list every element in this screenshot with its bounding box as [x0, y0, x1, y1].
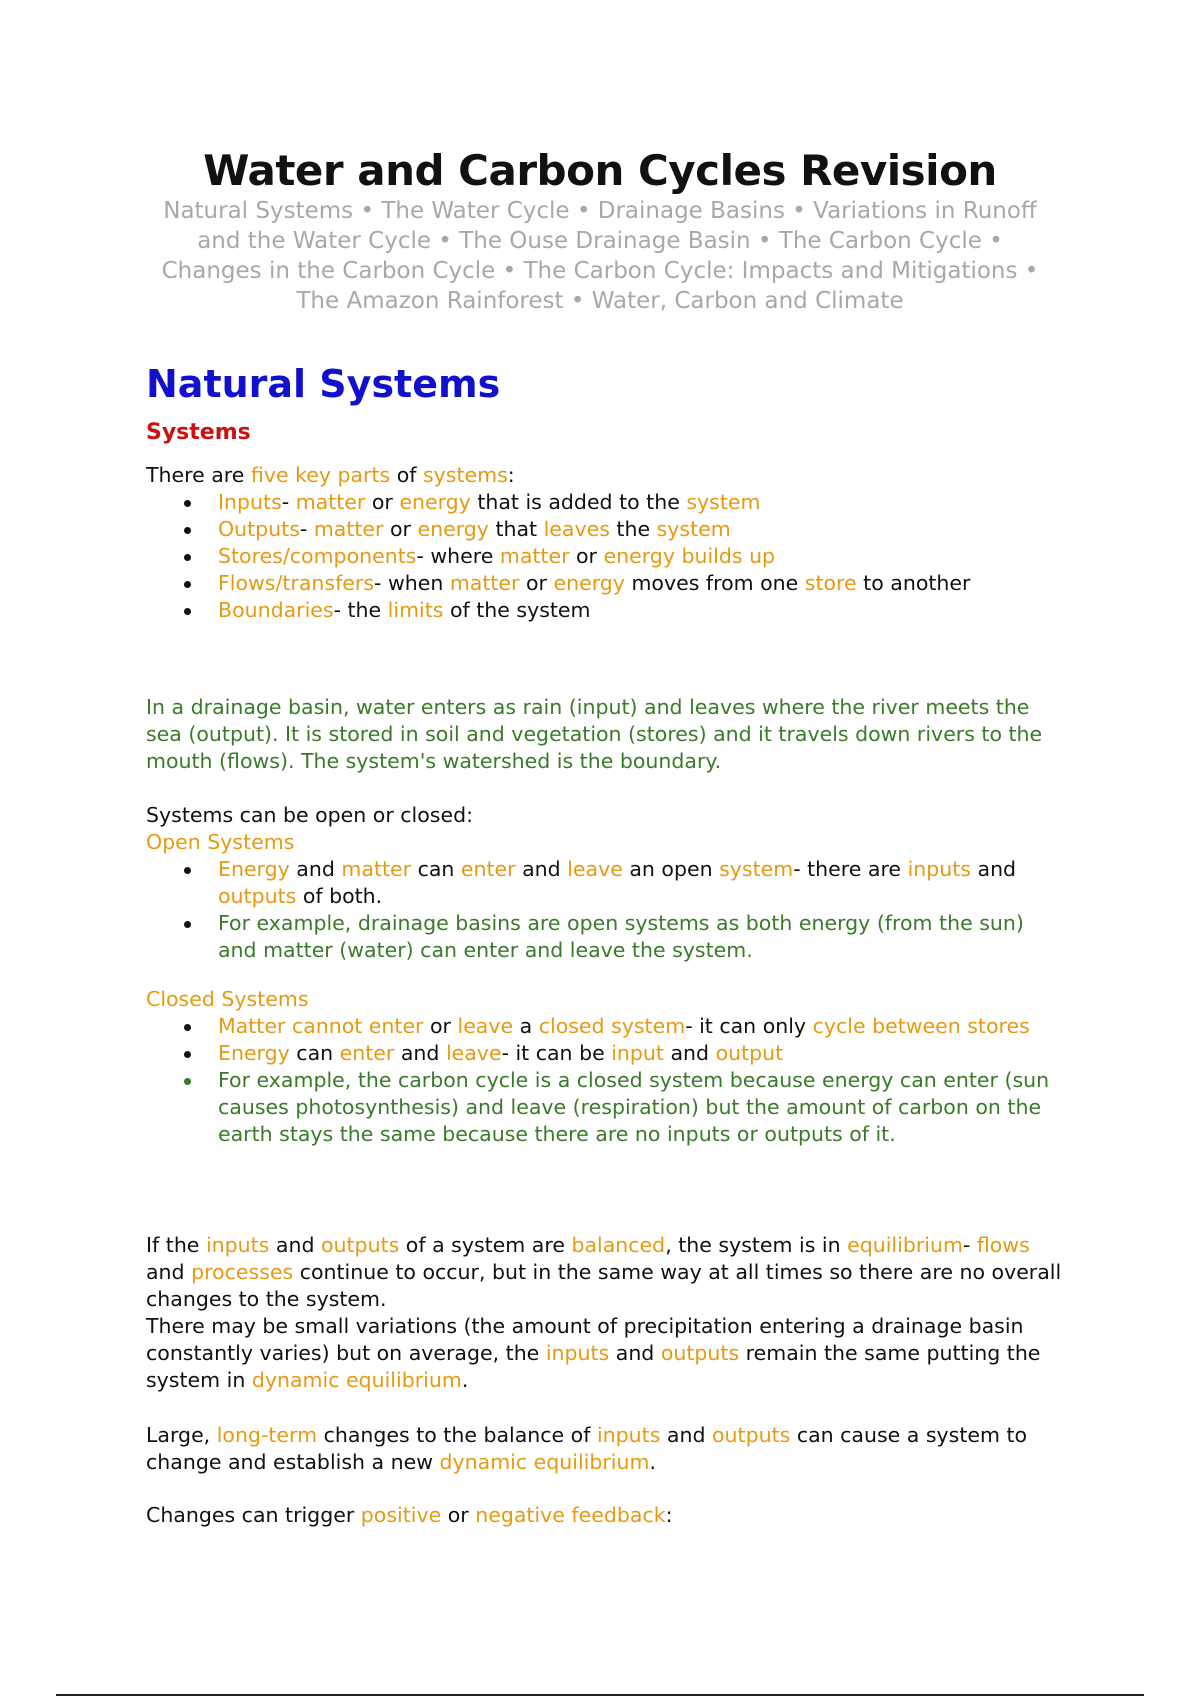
closed-systems-block	[146, 986, 1066, 1148]
list-item: For example, the carbon cycle is a closed system because energy can enter (sun causes photosynthesis) and leave (respiration) but the amount of carbon on the earth stays the same because there are no inputs or outputs of it.	[218, 1067, 1066, 1148]
open-systems-heading: Open Systems	[146, 830, 295, 854]
key-parts-intro: There are five key parts of systems:	[146, 463, 515, 487]
list-item: Inputs- matter or energy that is added to the system	[218, 489, 1066, 516]
page-bottom-rule	[56, 1694, 1144, 1696]
list-item: Flows/transfers- when matter or energy moves from one store to another	[218, 570, 1066, 597]
equilibrium-block	[146, 1232, 1066, 1394]
drainage-basin-example: In a drainage basin, water enters as rain (input) and leaves where the river meets the sea (output). It is stored in soil and vegetation (stores) and it travels down rivers to the mouth (flows). The system's watershed is the boundary.	[146, 695, 1043, 773]
feedback-paragraph: Changes can trigger positive or negative feedback:	[146, 1503, 673, 1527]
closed-systems-heading: Closed Systems	[146, 987, 309, 1011]
closed-systems-list	[146, 1013, 1066, 1148]
section-heading: Natural Systems	[146, 362, 501, 406]
open-systems-list	[146, 856, 1066, 964]
equilibrium-paragraph: If the inputs and outputs of a system are balanced, the system is in equilibrium- flows and processes continue to occur, but in the same way at all times so there are no overall changes to the system.	[146, 1233, 1062, 1311]
long-term-change-paragraph: Large, long-term changes to the balance of inputs and outputs can cause a system to change and establish a new dynamic equilibrium.	[146, 1423, 1028, 1474]
open-closed-intro: Systems can be open or closed:	[146, 803, 474, 827]
open-systems-block	[146, 802, 1066, 964]
list-item: Energy can enter and leave- it can be input and output	[218, 1040, 1066, 1067]
contents-list: Natural Systems • The Water Cycle • Drainage Basins • Variations in Runoff and the Water Cycle • The Ouse Drainage Basin • The Carbon Cycle • Changes in the Carbon Cycle • The Carbon Cycle: Impacts and Mitigations • The Amazon Rainforest • Water, Carbon and Climate	[161, 198, 1039, 314]
list-item: Outputs- matter or energy that leaves the system	[218, 516, 1066, 543]
list-item: Boundaries- the limits of the system	[218, 597, 1066, 624]
key-parts-list	[146, 489, 1066, 624]
list-item: Energy and matter can enter and leave an open system- there are inputs and outputs of both.	[218, 856, 1066, 910]
key-parts-block	[146, 462, 1066, 624]
list-item: Stores/components- where matter or energy builds up	[218, 543, 1066, 570]
dynamic-equilibrium-paragraph: There may be small variations (the amount of precipitation entering a drainage basin constantly varies) but on average, the inputs and outputs remain the same putting the system in dynamic equilibrium.	[146, 1314, 1041, 1392]
subsection-heading: Systems	[146, 420, 251, 445]
list-item: Matter cannot enter or leave a closed system- it can only cycle between stores	[218, 1013, 1066, 1040]
list-item: For example, drainage basins are open systems as both energy (from the sun) and matter (water) can enter and leave the system.	[218, 910, 1066, 964]
document-title: Water and Carbon Cycles Revision	[203, 146, 997, 195]
